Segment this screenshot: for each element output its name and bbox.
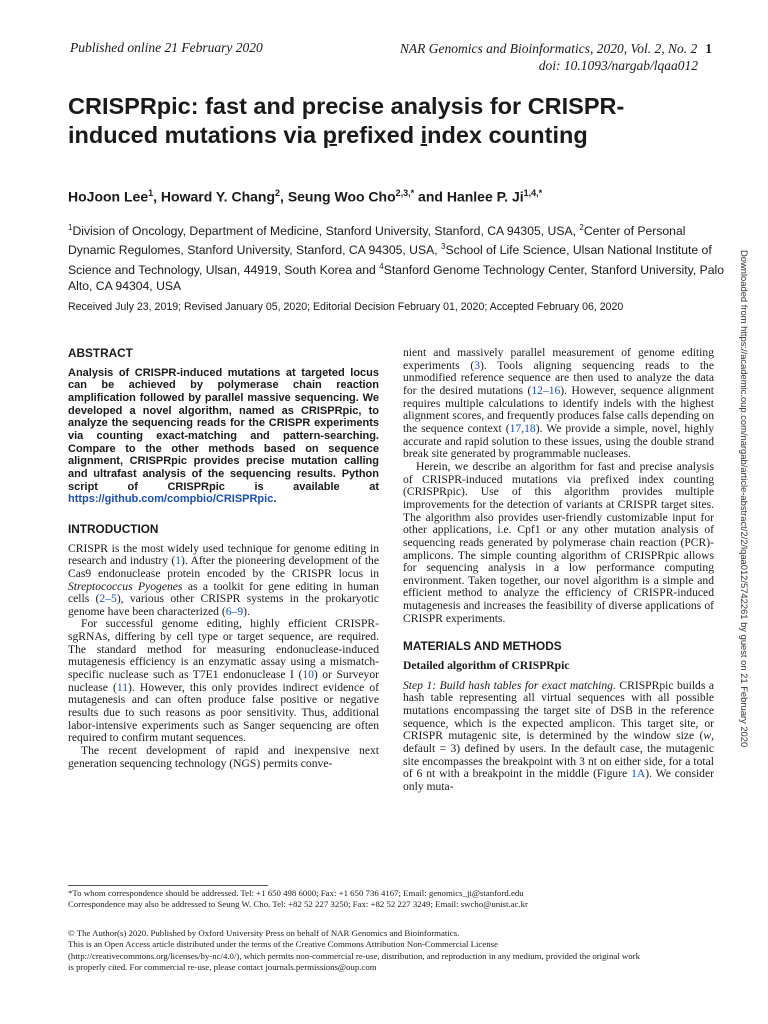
journal-name: NAR Genomics and Bioinformatics, 2020, Vol. 2, No. 2 bbox=[399, 41, 698, 56]
author-separator: and bbox=[414, 188, 447, 205]
text-run: , default = 3) defined by users. In the default case, the mutagenic site encompasses the breakpoint with 3 nt on either side, for a total of 6 nt with a breakpoint in the middle (Figure bbox=[403, 729, 714, 781]
title-part: ndex counting bbox=[427, 122, 588, 148]
license-line: (http://creativecommons.org/licenses/by-nc/4.0/), which permits non-commercial re-use, distribution, and reproduction in any medium, provided the original work bbox=[68, 950, 640, 961]
citation-link[interactable]: 12–16 bbox=[531, 383, 561, 397]
abstract-end: . bbox=[273, 493, 277, 506]
citation-link[interactable]: 2–5 bbox=[99, 592, 117, 606]
citation-link[interactable]: 1 bbox=[175, 554, 181, 568]
text-run: as a toolkit for gene editing in human cells ( bbox=[68, 579, 379, 606]
citation-link[interactable]: 3 bbox=[474, 358, 480, 372]
intro-paragraph-continued bbox=[403, 347, 714, 461]
intro-paragraph bbox=[68, 618, 379, 745]
journal-header bbox=[400, 40, 712, 74]
author-affiliation: 2,3,* bbox=[395, 188, 415, 198]
author-list bbox=[68, 188, 542, 205]
intro-paragraph bbox=[403, 461, 714, 626]
italic-text: Streptococcus Pyogenes bbox=[68, 579, 183, 593]
paper-title bbox=[68, 92, 708, 150]
correspondence-line: Correspondence may also be addressed to Seung W. Cho. Tel: +82 52 227 3250; Fax: +82 52 227 3249; Email: swcho@unist.ac.kr bbox=[68, 899, 528, 910]
text-run: ), various other CRISPR systems in the prokaryotic genome have been characterized ( bbox=[68, 592, 379, 618]
affiliation-number: 2 bbox=[579, 223, 584, 232]
submission-dates: Received July 23, 2019; Revised January 05, 2020; Editorial Decision February 01, 2020; Accepted February 06, 2020 bbox=[68, 301, 624, 313]
affiliation-text: Center of Personal Dynamic Regulomes, Stanford University, Stanford, CA 94305, USA, bbox=[68, 224, 686, 258]
step-title: Step 1: Build hash tables for exact matching. bbox=[403, 678, 616, 692]
doi: doi: 10.1093/nargab/lqaa012 bbox=[538, 58, 698, 73]
affiliation-number: 4 bbox=[379, 261, 384, 271]
license-notice bbox=[68, 928, 728, 974]
license-line: © The Author(s) 2020. Published by Oxford University Press on behalf of NAR Genomics and Bioinformatics. bbox=[68, 928, 460, 938]
right-column bbox=[403, 347, 714, 794]
author-affiliation: 2 bbox=[275, 188, 281, 198]
page-number: 1 bbox=[705, 41, 712, 56]
correspondence-line: *To whom correspondence should be addressed. Tel: +1 650 498 6000; Fax: +1 650 736 4167; Email: genomics_ji@stanford.edu bbox=[68, 888, 524, 898]
citation-link[interactable]: 10 bbox=[302, 668, 314, 682]
correspondence-footnotes bbox=[68, 888, 728, 911]
affiliation-number: 1 bbox=[68, 223, 73, 232]
italic-text: w bbox=[703, 729, 712, 743]
text-run: The recent development of rapid and inexpensive next generation sequencing technology (NGS) permits conve- bbox=[68, 744, 379, 770]
author-name: Howard Y. Chang bbox=[160, 188, 276, 205]
affiliation-text: Division of Oncology, Department of Medicine, Stanford University, Stanford, CA 94305, USA, bbox=[72, 224, 580, 239]
published-date: Published online 21 February 2020 bbox=[70, 40, 263, 55]
methods-subheading: Detailed algorithm of CRISPRpic bbox=[403, 659, 570, 673]
text-run: ). Tools aligning sequencing reads to the unmodified reference sequence are then used to analyze the data for the desired mutations ( bbox=[403, 358, 714, 397]
text-run: ). After the pioneering development of the Cas9 endonuclease protein encoded by the CRISPR locus in bbox=[68, 554, 379, 580]
text-run: ). We consider only muta- bbox=[403, 767, 714, 793]
title-part: CRISPRpic: fast and precise analysis for CRISPR-induced mutations via bbox=[68, 93, 625, 148]
affiliation-text: School of Life Science, Ulsan National Institute of Science and Technology, Ulsan, 44919, South Korea and bbox=[68, 243, 712, 277]
left-column bbox=[68, 347, 379, 770]
citation-link[interactable]: 11 bbox=[116, 680, 129, 694]
text-run: nient and massively parallel measurement of genome editing experiments ( bbox=[403, 346, 714, 372]
download-notice bbox=[739, 250, 753, 810]
author-name: HoJoon Lee bbox=[68, 188, 149, 205]
title-underlined-letter: p bbox=[322, 122, 337, 148]
text-run: ) or Surveyor nuclease ( bbox=[68, 668, 379, 694]
footnote-rule bbox=[68, 885, 268, 886]
citation-link[interactable]: 6–9 bbox=[225, 604, 244, 618]
intro-paragraph bbox=[68, 543, 379, 619]
text-run: CRISPR is the most widely used technique for genome editing in research and industry ( bbox=[68, 541, 379, 568]
author-name: Seung Woo Cho bbox=[287, 188, 396, 205]
abstract-heading: ABSTRACT bbox=[68, 346, 133, 360]
text-run: ). However, this only provides indirect evidence of mutagenesis and can often produce false positive or negative results due to such reasons as poor sensitivity. Thus, additional labor-intensive experiments such as Sanger sequencing are often required to confirm mutant sequences. bbox=[68, 680, 379, 745]
text-run: Herein, we describe an algorithm for fast and precise analysis of CRISPR-induced mutations via prefixed index counting (CRISPRpic). Use of this algorithm provides multiple improvements for the detection of variants at CRISPR target sites. The algorithm also provides user-friendly customizable input for other applications, i.e. Cpf1 or any other mutation analysis of sequencing reads generated by polymerase chain reaction (PCR)-amplicons. The simple counting algorithm of CRISPRpic allows for sequencing analysis in a low performance computing environment. Taken together, our novel algorithm is a simple and efficient method to analyze the efficiency of CRISPR-induced mutagenesis and increases the feasibility of diverse applications of CRISPR experiments. bbox=[403, 459, 714, 625]
title-part: refixed bbox=[336, 122, 421, 148]
abstract-text bbox=[68, 367, 379, 506]
methods-heading: MATERIALS AND METHODS bbox=[403, 639, 562, 654]
text-run: ). We provide a simple, novel, highly accurate and rapid solution to these issues, using the double strand break site generated by programmable nucleases. bbox=[403, 421, 714, 461]
github-link[interactable]: https://github.com/compbio/CRISPRpic bbox=[68, 493, 274, 506]
download-notice-text: Downloaded from https://academic.oup.com/nargab/article-abstract/2/2/lqaa012/5742261 by guest on 21 February 2020 bbox=[739, 250, 750, 748]
text-run: CRISPRpic builds a hash table representing all virtual sequences with all possible mutations encompassing the target site of DSB in the reference sequence, which is the expected amplicon. This target site, or CRISPR mutagenic site, is determined by the window size ( bbox=[403, 678, 715, 743]
author-separator: , bbox=[153, 188, 161, 205]
affiliations bbox=[68, 220, 728, 295]
author-affiliation: 1,4,* bbox=[523, 188, 543, 198]
affiliation-number: 3 bbox=[441, 242, 446, 252]
license-line: This is an Open Access article distributed under the terms of the Creative Commons Attribution Non-Commercial License bbox=[68, 939, 498, 950]
text-run: ). bbox=[243, 604, 250, 618]
intro-paragraph bbox=[68, 745, 379, 770]
author-affiliation: 1 bbox=[148, 188, 154, 198]
citation-link[interactable]: 17,18 bbox=[509, 421, 536, 435]
license-line: is properly cited. For commercial re-use, please contact journals.permissions@oup.com bbox=[68, 962, 377, 973]
abstract-body: Analysis of CRISPR-induced mutations at targeted locus can be achieved by polymerase chain reaction amplification followed by parallel massive sequencing. We developed a novel algorithm, named as CRISPRpic, to analyze the sequencing reads for the CRISPR experiments via counting exact-matching and pattern-searching. Compare to the other methods based on sequence alignment, CRISPRpic provides precise mutation calling and ultrafast analysis of the sequencing results. Python script of CRISPRpic is available at bbox=[68, 366, 379, 493]
title-underlined-letter: i bbox=[420, 122, 428, 148]
methods-paragraph bbox=[403, 680, 714, 794]
text-run: ). However, sequence alignment requires multiple calculations to identify indels with the highest alignment scores, and frequently produces false calls depending on the sequence context ( bbox=[403, 383, 714, 435]
author-name: Hanlee P. Ji bbox=[446, 188, 524, 205]
affiliation-text: Stanford Genome Technology Center, Stanford University, Palo Alto, CA 94304, USA bbox=[68, 263, 724, 294]
introduction-heading: INTRODUCTION bbox=[68, 521, 159, 536]
text-run: For successful genome editing, highly efficient CRISPR-sgRNAs, differing by cell type or target sequence, are required. The standard method for measuring endonuclease-induced mutagenesis efficiency is an enzymatic assay using a mismatch-specific nuclease such as T7E1 endonuclease I ( bbox=[68, 617, 379, 682]
author-separator: , bbox=[280, 188, 288, 205]
citation-link[interactable]: 1A bbox=[631, 767, 646, 781]
